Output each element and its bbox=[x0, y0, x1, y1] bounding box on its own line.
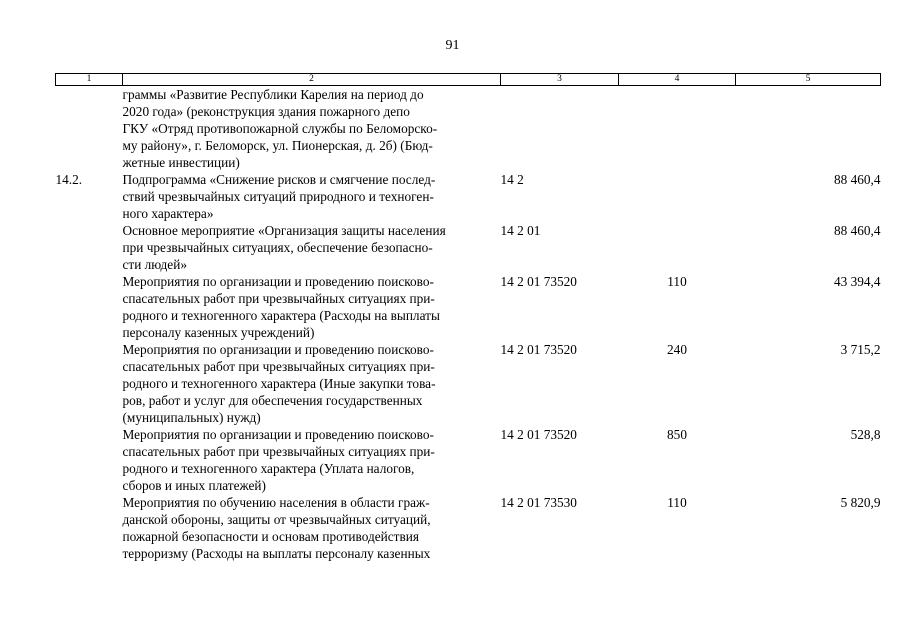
description-line: Основное мероприятие «Организация защиты населения bbox=[122, 223, 446, 238]
description-line: спасательных работ при чрезвычайных ситуациях при- bbox=[122, 291, 435, 306]
table-row bbox=[56, 171, 881, 222]
column-number-header bbox=[56, 74, 881, 86]
description-line: родного и техногенного характера (Расходы на выплаты bbox=[122, 308, 440, 323]
expense-type-code: 240 bbox=[667, 342, 687, 357]
table-row bbox=[56, 494, 881, 562]
description-line: пожарной безопасности и основам противодействия bbox=[122, 529, 419, 544]
column-header-2: 2 bbox=[123, 74, 501, 86]
description-line: терроризму (Расходы на выплаты персоналу казенных bbox=[122, 546, 431, 561]
row-description bbox=[123, 273, 501, 341]
target-article-code: 14 2 01 73520 bbox=[500, 342, 577, 357]
column-header-4: 4 bbox=[619, 74, 736, 86]
description-line: сборов и иных платежей) bbox=[122, 478, 266, 493]
description-line: граммы «Развитие Республики Карелия на период до bbox=[122, 87, 424, 102]
row-description bbox=[123, 86, 501, 172]
expense-type-code: 110 bbox=[667, 274, 687, 289]
row-description bbox=[123, 222, 501, 273]
description-line: родного и техногенного характера (Уплата налогов, bbox=[122, 461, 415, 476]
table-row bbox=[56, 222, 881, 273]
target-article-code: 14 2 01 73520 bbox=[500, 274, 577, 289]
table-row bbox=[56, 273, 881, 341]
amount-value: 3 715,2 bbox=[840, 342, 881, 357]
target-article-code: 14 2 01 73530 bbox=[500, 495, 577, 510]
description-line: Мероприятия по организации и проведению поисково- bbox=[122, 274, 434, 289]
description-line: данской обороны, защиты от чрезвычайных ситуаций, bbox=[122, 512, 431, 527]
row-description bbox=[123, 341, 501, 426]
description-line: ров, работ и услуг для обеспечения государственных bbox=[122, 393, 423, 408]
expense-type-code bbox=[619, 222, 736, 273]
expense-type-code: 110 bbox=[667, 495, 687, 510]
target-article-code bbox=[501, 86, 619, 172]
description-line: при чрезвычайных ситуациях, обеспечение безопасно- bbox=[122, 240, 433, 255]
table-row bbox=[56, 86, 881, 172]
amount-value: 88 460,4 bbox=[833, 223, 881, 238]
description-line: Мероприятия по организации и проведению поисково- bbox=[122, 427, 434, 442]
description-line: жетные инвестиции) bbox=[122, 155, 240, 170]
amount-value: 88 460,4 bbox=[833, 172, 881, 187]
description-line: персоналу казенных учреждений) bbox=[122, 325, 315, 340]
target-article-code: 14 2 bbox=[500, 172, 524, 187]
row-number bbox=[56, 273, 123, 341]
row-number bbox=[56, 86, 123, 172]
amount-value: 43 394,4 bbox=[833, 274, 881, 289]
row-number bbox=[56, 341, 123, 426]
row-number bbox=[56, 494, 123, 562]
expense-type-code bbox=[619, 171, 736, 222]
row-number bbox=[56, 426, 123, 494]
description-line: ного характера» bbox=[122, 206, 214, 221]
description-line: 2020 года» (реконструкция здания пожарного депо bbox=[122, 104, 410, 119]
description-line: ствий чрезвычайных ситуаций природного и техноген- bbox=[122, 189, 434, 204]
row-description bbox=[123, 494, 501, 562]
table-row bbox=[56, 341, 881, 426]
budget-table bbox=[55, 73, 881, 562]
description-line: (муниципальных) нужд) bbox=[122, 410, 261, 425]
description-line: сти людей» bbox=[122, 257, 187, 272]
amount-value: 5 820,9 bbox=[840, 495, 881, 510]
row-description bbox=[123, 171, 501, 222]
table-row bbox=[56, 426, 881, 494]
page-number: 91 bbox=[445, 38, 460, 53]
description-line: му району», г. Беломорск, ул. Пионерская, д. 2б) (Бюд- bbox=[122, 138, 433, 153]
expense-type-code: 850 bbox=[667, 427, 687, 442]
row-number: 14.2. bbox=[55, 172, 83, 187]
description-line: Подпрограмма «Снижение рисков и смягчение послед- bbox=[122, 172, 436, 187]
description-line: спасательных работ при чрезвычайных ситуациях при- bbox=[122, 444, 435, 459]
amount-value: 528,8 bbox=[850, 427, 881, 442]
column-header-3: 3 bbox=[501, 74, 619, 86]
amount-value bbox=[736, 86, 881, 172]
row-description bbox=[123, 426, 501, 494]
table-body bbox=[56, 86, 881, 563]
expense-type-code bbox=[619, 86, 736, 172]
description-line: ГКУ «Отряд противопожарной службы по Беломорско- bbox=[122, 121, 438, 136]
description-line: спасательных работ при чрезвычайных ситуациях при- bbox=[122, 359, 435, 374]
column-header-5: 5 bbox=[736, 74, 881, 86]
description-line: Мероприятия по организации и проведению поисково- bbox=[122, 342, 434, 357]
target-article-code: 14 2 01 73520 bbox=[500, 427, 577, 442]
description-line: Мероприятия по обучению населения в области граж- bbox=[122, 495, 430, 510]
row-number bbox=[56, 222, 123, 273]
target-article-code: 14 2 01 bbox=[500, 223, 541, 238]
column-header-1: 1 bbox=[56, 74, 123, 86]
description-line: родного и техногенного характера (Иные закупки това- bbox=[122, 376, 436, 391]
